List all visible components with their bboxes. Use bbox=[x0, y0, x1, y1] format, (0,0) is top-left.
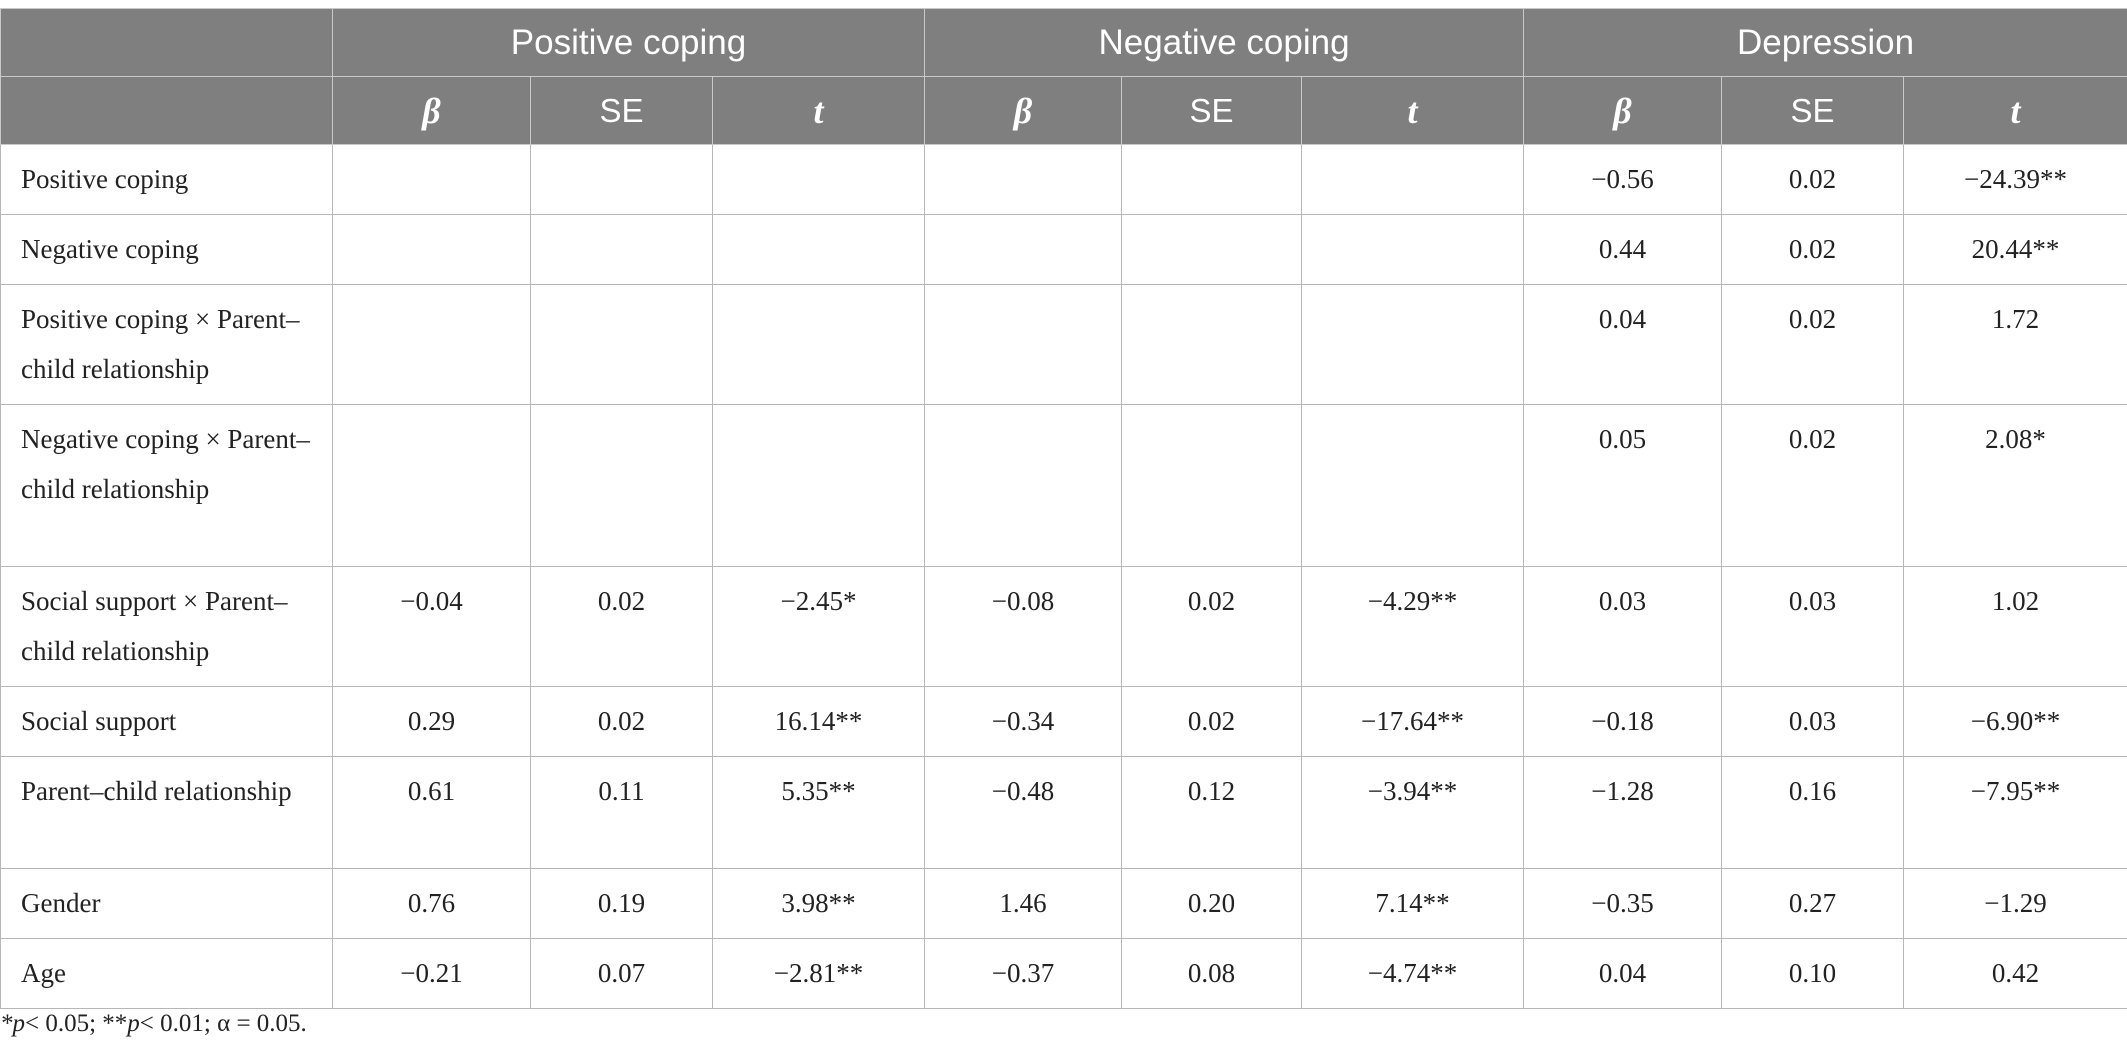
table-row bbox=[1, 687, 2127, 757]
table-cell: 0.04 bbox=[1524, 285, 1722, 405]
table-cell: 0.03 bbox=[1722, 567, 1904, 687]
table-cell: 20.44** bbox=[1904, 215, 2127, 285]
header-empty-cell bbox=[1, 9, 333, 77]
subheader-row bbox=[1, 77, 2127, 145]
table-cell bbox=[713, 215, 925, 285]
table-cell bbox=[1122, 215, 1302, 285]
table-cell bbox=[925, 285, 1122, 405]
table-cell bbox=[531, 145, 713, 215]
subheader-beta: β bbox=[1524, 77, 1722, 145]
row-label: Age bbox=[1, 939, 333, 1009]
table-cell: 3.98** bbox=[713, 869, 925, 939]
table-cell: 0.02 bbox=[1722, 145, 1904, 215]
row-label: Social support × Parent–child relationship bbox=[1, 567, 333, 687]
table-header bbox=[1, 9, 2127, 145]
table-cell: 0.02 bbox=[531, 567, 713, 687]
group-header-row bbox=[1, 9, 2127, 77]
row-label: Negative coping bbox=[1, 215, 333, 285]
table-row bbox=[1, 405, 2127, 567]
table-cell: 0.29 bbox=[333, 687, 531, 757]
table-cell: 0.42 bbox=[1904, 939, 2127, 1009]
row-label: Gender bbox=[1, 869, 333, 939]
subheader-se: SE bbox=[531, 77, 713, 145]
table-cell bbox=[925, 405, 1122, 567]
table-cell bbox=[531, 285, 713, 405]
table-cell: −0.18 bbox=[1524, 687, 1722, 757]
table-cell: 0.12 bbox=[1122, 757, 1302, 869]
table-cell: 0.44 bbox=[1524, 215, 1722, 285]
table-cell: −4.29** bbox=[1302, 567, 1524, 687]
table-row bbox=[1, 757, 2127, 869]
table-cell: 0.05 bbox=[1524, 405, 1722, 567]
table-cell bbox=[1302, 405, 1524, 567]
table-row bbox=[1, 869, 2127, 939]
table-cell: −0.35 bbox=[1524, 869, 1722, 939]
table-cell: −0.08 bbox=[925, 567, 1122, 687]
table-cell: 0.02 bbox=[1722, 215, 1904, 285]
subheader-beta: β bbox=[925, 77, 1122, 145]
table-cell bbox=[1302, 285, 1524, 405]
table-cell bbox=[1302, 215, 1524, 285]
table-cell: 0.19 bbox=[531, 869, 713, 939]
row-label: Social support bbox=[1, 687, 333, 757]
table-cell: −7.95** bbox=[1904, 757, 2127, 869]
table-cell bbox=[1122, 405, 1302, 567]
row-label: Positive coping × Parent–child relationship bbox=[1, 285, 333, 405]
table-cell: 0.03 bbox=[1524, 567, 1722, 687]
group-header-depression: Depression bbox=[1524, 9, 2127, 77]
table-cell: −17.64** bbox=[1302, 687, 1524, 757]
subheader-beta: β bbox=[333, 77, 531, 145]
table-cell bbox=[1122, 285, 1302, 405]
table-cell: 0.27 bbox=[1722, 869, 1904, 939]
regression-table bbox=[0, 8, 2127, 1009]
table-cell: 0.02 bbox=[531, 687, 713, 757]
table-cell: −3.94** bbox=[1302, 757, 1524, 869]
table-cell: −24.39** bbox=[1904, 145, 2127, 215]
subheader-t: t bbox=[1904, 77, 2127, 145]
table-row bbox=[1, 215, 2127, 285]
table-cell: −0.21 bbox=[333, 939, 531, 1009]
table-cell: 0.03 bbox=[1722, 687, 1904, 757]
table-cell: 1.46 bbox=[925, 869, 1122, 939]
table-row bbox=[1, 145, 2127, 215]
table-cell bbox=[713, 285, 925, 405]
table-body bbox=[1, 145, 2127, 1009]
table-cell bbox=[333, 405, 531, 567]
table-cell: −2.45* bbox=[713, 567, 925, 687]
table-cell bbox=[333, 145, 531, 215]
table-cell: −6.90** bbox=[1904, 687, 2127, 757]
table-cell: −0.34 bbox=[925, 687, 1122, 757]
table-footnote: *p< 0.05; **p< 0.01; α = 0.05. bbox=[0, 1010, 307, 1037]
group-header-negative-coping: Negative coping bbox=[925, 9, 1524, 77]
table-cell: −4.74** bbox=[1302, 939, 1524, 1009]
table-cell: 0.76 bbox=[333, 869, 531, 939]
table-cell: 0.04 bbox=[1524, 939, 1722, 1009]
subheader-t: t bbox=[713, 77, 925, 145]
table-cell: −1.29 bbox=[1904, 869, 2127, 939]
table-cell: −2.81** bbox=[713, 939, 925, 1009]
subheader-se: SE bbox=[1722, 77, 1904, 145]
table-cell: 0.02 bbox=[1722, 285, 1904, 405]
table-cell: 0.16 bbox=[1722, 757, 1904, 869]
table-cell bbox=[1302, 145, 1524, 215]
table-cell: 0.07 bbox=[531, 939, 713, 1009]
table-cell: −1.28 bbox=[1524, 757, 1722, 869]
table-cell: 0.20 bbox=[1122, 869, 1302, 939]
table-cell: −0.37 bbox=[925, 939, 1122, 1009]
table-cell bbox=[333, 285, 531, 405]
table-cell: −0.48 bbox=[925, 757, 1122, 869]
row-label: Positive coping bbox=[1, 145, 333, 215]
table-cell bbox=[1122, 145, 1302, 215]
table-cell: −0.56 bbox=[1524, 145, 1722, 215]
table-cell: 0.10 bbox=[1722, 939, 1904, 1009]
table-cell bbox=[531, 405, 713, 567]
table-cell: 0.02 bbox=[1122, 567, 1302, 687]
table-cell bbox=[333, 215, 531, 285]
group-header-positive-coping: Positive coping bbox=[333, 9, 925, 77]
table-cell: 16.14** bbox=[713, 687, 925, 757]
table-cell bbox=[713, 145, 925, 215]
subheader-t: t bbox=[1302, 77, 1524, 145]
subheader-se: SE bbox=[1122, 77, 1302, 145]
table-row bbox=[1, 567, 2127, 687]
table-cell: 0.61 bbox=[333, 757, 531, 869]
table-cell: 1.02 bbox=[1904, 567, 2127, 687]
table-cell: 5.35** bbox=[713, 757, 925, 869]
table-cell: −0.04 bbox=[333, 567, 531, 687]
table-cell: 0.02 bbox=[1122, 687, 1302, 757]
table-cell: 1.72 bbox=[1904, 285, 2127, 405]
table-cell: 0.11 bbox=[531, 757, 713, 869]
table-cell: 2.08* bbox=[1904, 405, 2127, 567]
table-cell: 7.14** bbox=[1302, 869, 1524, 939]
table-row bbox=[1, 285, 2127, 405]
table-cell: 0.08 bbox=[1122, 939, 1302, 1009]
table-cell bbox=[713, 405, 925, 567]
table-cell bbox=[531, 215, 713, 285]
row-label: Negative coping × Parent–child relationship bbox=[1, 405, 333, 567]
table-cell: 0.02 bbox=[1722, 405, 1904, 567]
row-label: Parent–child relationship bbox=[1, 757, 333, 869]
subheader-empty-cell bbox=[1, 77, 333, 145]
table-cell bbox=[925, 145, 1122, 215]
table-row bbox=[1, 939, 2127, 1009]
table-cell bbox=[925, 215, 1122, 285]
